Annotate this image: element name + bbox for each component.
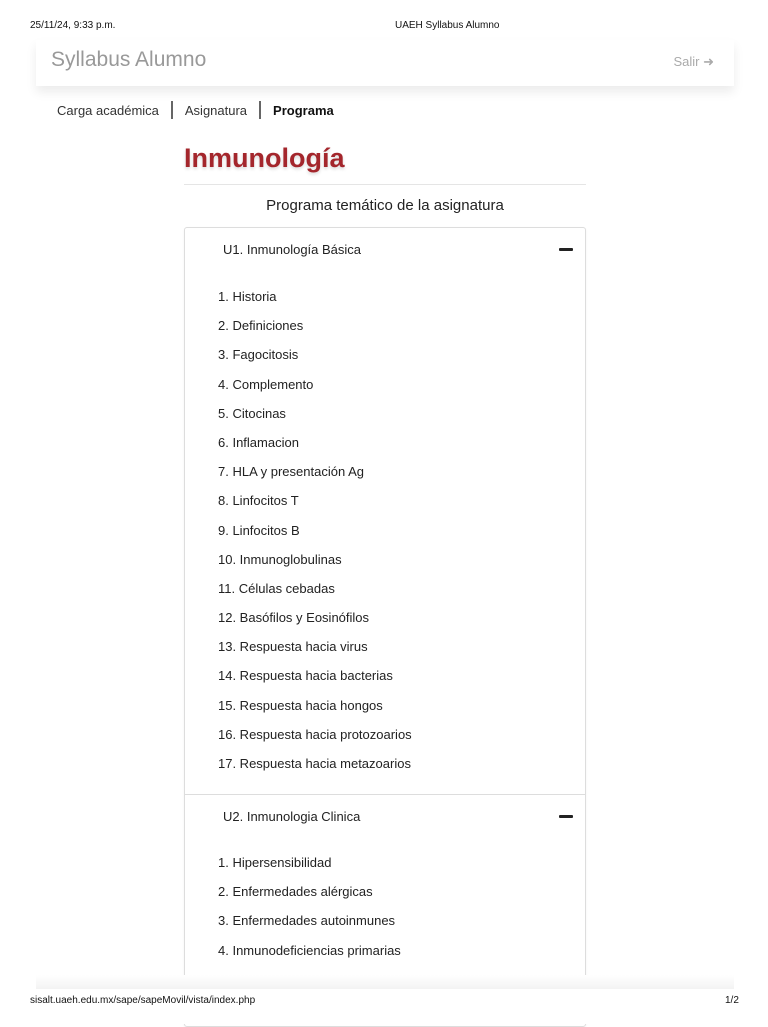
breadcrumb-separator — [259, 101, 261, 119]
collapse-icon[interactable] — [559, 248, 573, 251]
list-item: 1. Historia — [218, 289, 277, 304]
list-item: 15. Respuesta hacia hongos — [218, 697, 383, 713]
list-item: 13. Respuesta hacia virus — [218, 639, 368, 655]
title-divider — [184, 184, 586, 185]
list-item: 5. Citocinas — [218, 405, 286, 421]
topic-list — [218, 289, 412, 785]
breadcrumb-separator — [171, 101, 173, 119]
breadcrumb-programa: Programa — [273, 102, 334, 118]
list-item: 17. Respuesta hacia metazoarios — [218, 756, 411, 771]
unit-title[interactable]: U2. Inmunologia Clinica — [223, 809, 361, 824]
navbar — [36, 40, 734, 86]
list-item: 2. Enfermedades alérgicas — [218, 884, 373, 900]
list-item: 3. Fagocitosis — [218, 347, 299, 363]
list-item: 4. Inmunodeficiencias primarias — [218, 942, 401, 958]
list-item: 9. Linfocitos B — [218, 522, 300, 538]
list-item: 2. Definiciones — [218, 318, 304, 334]
list-item: 10. Inmunoglobulinas — [218, 551, 342, 567]
breadcrumb-carga-academica[interactable]: Carga académica — [57, 102, 159, 118]
print-page-title: UAEH Syllabus Alumno — [395, 20, 500, 31]
section-subtitle: Programa temático de la asignatura — [266, 197, 504, 214]
list-item: 11. Células cebadas — [218, 580, 335, 596]
collapse-icon[interactable] — [559, 815, 573, 818]
unit-title[interactable]: U1. Inmunología Básica — [223, 242, 362, 257]
print-page-number: 1/2 — [725, 995, 739, 1006]
list-item: 12. Basófilos y Eosinófilos — [218, 610, 370, 626]
logout-button[interactable] — [673, 54, 714, 70]
page-cutoff — [36, 975, 734, 989]
list-item: 1. Hipersensibilidad — [218, 855, 332, 870]
topic-list — [218, 855, 401, 972]
breadcrumb-asignatura[interactable]: Asignatura — [184, 102, 248, 118]
unit-divider — [185, 794, 585, 795]
sign-out-icon: ➜ — [703, 54, 714, 69]
list-item: 16. Respuesta hacia protozoarios — [218, 726, 412, 742]
print-datetime: 25/11/24, 9:33 p.m. — [30, 20, 116, 31]
list-item: 4. Complemento — [218, 376, 314, 392]
list-item: 3. Enfermedades autoinmunes — [218, 913, 396, 929]
units-accordion — [184, 227, 586, 1027]
print-url: sisalt.uaeh.edu.mx/sape/sapeMovil/vista/index.php — [30, 995, 256, 1006]
list-item: 14. Respuesta hacia bacterias — [218, 668, 393, 684]
logout-label: Salir — [673, 54, 700, 69]
brand[interactable]: Syllabus Alumno — [51, 48, 207, 71]
list-item: 6. Inflamacion — [218, 434, 299, 450]
page-title: Inmunología — [184, 143, 345, 173]
list-item: 8. Linfocitos T — [218, 493, 299, 509]
breadcrumb — [57, 101, 334, 119]
list-item: 7. HLA y presentación Ag — [218, 464, 364, 480]
